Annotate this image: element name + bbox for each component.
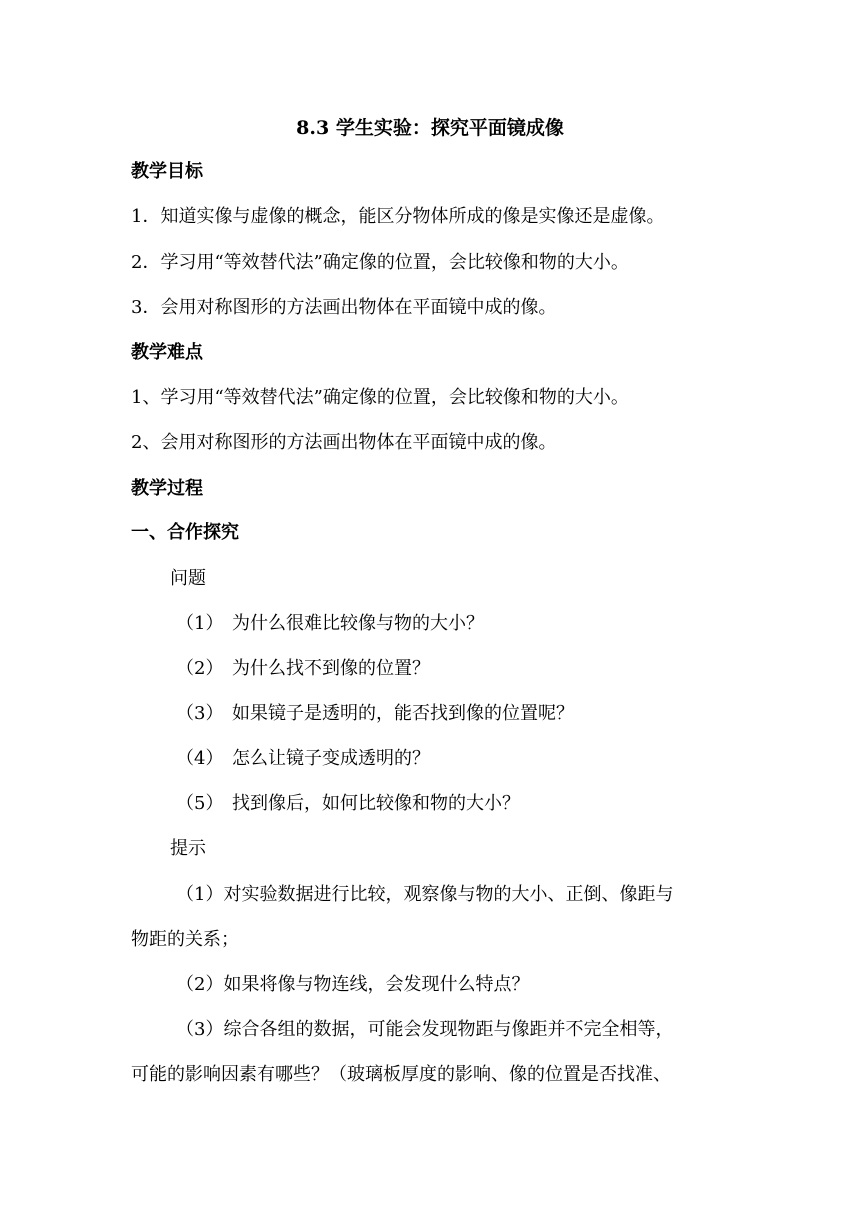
question-text: 找到像后，如何比较像和物的大小？ (232, 793, 520, 814)
question-item (176, 612, 484, 636)
difficulty-item: 1、学习用“等效替代法”确定像的位置，会比较像和物的大小。 (131, 387, 629, 408)
section-heading: 一、合作探究 (131, 522, 239, 543)
question-item (176, 702, 574, 726)
hint-line-continued: 物距的关系； (131, 929, 239, 950)
difficulty-item: 2、会用对称图形的方法画出物体在平面镜中成的像。 (131, 432, 557, 453)
hints-label: 提示 (170, 838, 206, 859)
question-number: （5） (176, 793, 224, 814)
hint-line-continued: 可能的影响因素有哪些？（玻璃板厚度的影响、像的位置是否找准、 (131, 1064, 671, 1085)
difficulties-heading: 教学难点 (131, 342, 203, 363)
question-number: （1） (176, 613, 224, 634)
question-text: 如果镜子是透明的，能否找到像的位置呢？ (232, 703, 574, 724)
objective-item: 1．知道实像与虚像的概念，能区分物体所成的像是实像还是虚像。 (131, 206, 665, 227)
process-heading: 教学过程 (131, 478, 203, 499)
question-number: （4） (176, 748, 224, 769)
questions-label: 问题 (170, 568, 206, 589)
objective-item: 2．学习用“等效替代法”确定像的位置，会比较像和物的大小。 (131, 252, 629, 273)
hint-line: （2）如果将像与物连线，会发现什么特点？ (176, 974, 530, 995)
question-number: （3） (176, 703, 224, 724)
hint-line: （3）综合各组的数据，可能会发现物距与像距并不完全相等， (176, 1019, 674, 1040)
question-item (176, 792, 520, 816)
objectives-heading: 教学目标 (131, 161, 203, 182)
question-item (176, 657, 430, 681)
question-text: 怎么让镜子变成透明的？ (232, 748, 430, 769)
question-item (176, 747, 430, 771)
question-number: （2） (176, 658, 224, 679)
question-text: 为什么很难比较像与物的大小？ (232, 613, 484, 634)
hint-line: （1）对实验数据进行比较，观察像与物的大小、正倒、像距与 (176, 884, 674, 905)
objective-item: 3．会用对称图形的方法画出物体在平面镜中成的像。 (131, 297, 557, 318)
document-title: 8.3 学生实验：探究平面镜成像 (296, 117, 564, 139)
question-text: 为什么找不到像的位置？ (232, 658, 430, 679)
